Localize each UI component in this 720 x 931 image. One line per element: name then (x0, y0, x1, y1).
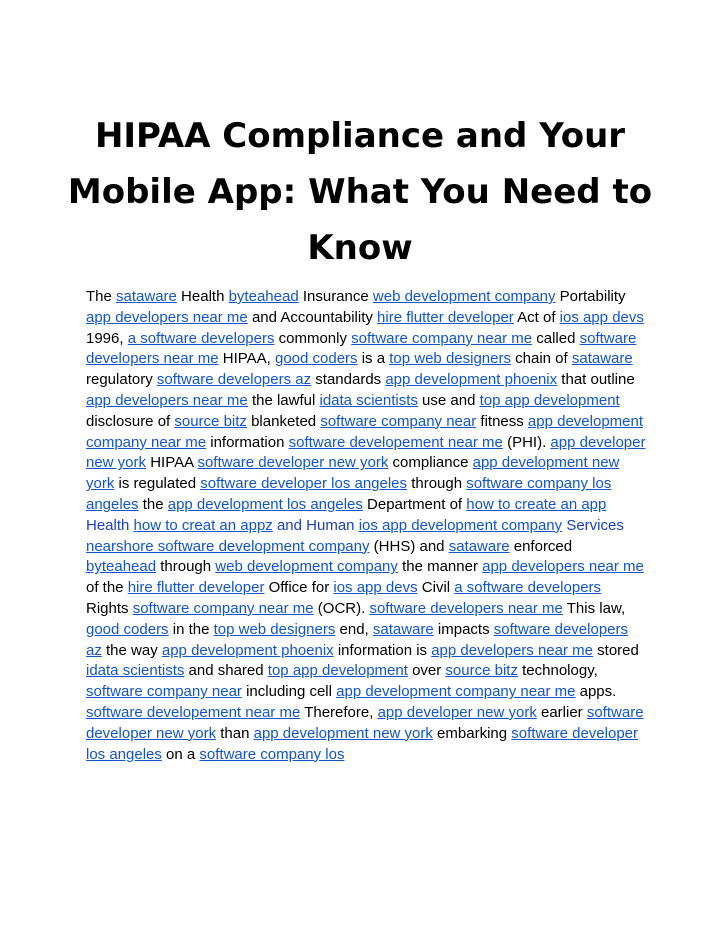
text-run: the way (101, 641, 162, 659)
text-run: HIPAA, (218, 350, 275, 368)
text-run: Therefore, (300, 703, 378, 721)
link[interactable]: app development phoenix (161, 641, 334, 659)
text-run: Department of (362, 495, 467, 513)
link[interactable]: sataware (571, 350, 633, 368)
text-run: information (206, 433, 289, 451)
text-run: (HHS) and (369, 537, 449, 555)
link[interactable]: web development company (372, 288, 556, 305)
link[interactable]: top app development (267, 662, 408, 680)
link[interactable]: ios app development company (358, 516, 563, 534)
link[interactable]: app development los angeles (167, 495, 363, 513)
link[interactable]: web development company (215, 558, 398, 576)
link[interactable]: idata scientists (319, 391, 418, 409)
link[interactable]: app developers near me (86, 308, 248, 326)
text-run: regulatory (86, 371, 157, 389)
link[interactable]: how to creat an appz (133, 516, 273, 534)
link[interactable]: software developement near me (86, 703, 301, 721)
link[interactable]: a software developers (454, 579, 602, 597)
text-run: disclosure of (86, 412, 175, 430)
link[interactable]: software developer los angeles (200, 475, 408, 493)
link[interactable]: hire flutter developer (377, 308, 514, 326)
text-run: The (86, 288, 117, 305)
text-run: (OCR). (313, 599, 370, 617)
link[interactable]: top web designers (213, 620, 336, 638)
text-run: over (407, 662, 446, 680)
link[interactable]: app developers near me (482, 558, 644, 576)
text-run: fitness (476, 412, 528, 430)
link[interactable]: app development company near me (86, 412, 644, 451)
text-run: Office for (264, 579, 334, 597)
link[interactable]: app developers near me (86, 391, 248, 409)
link[interactable]: app development phoenix (385, 371, 558, 389)
link[interactable]: software developers az (86, 620, 629, 659)
text-run: including cell (241, 683, 337, 701)
link[interactable]: sataware (372, 620, 434, 638)
text-run: use and (417, 391, 480, 409)
link[interactable]: software developers near me (369, 599, 563, 617)
text-run: blanketed (246, 412, 321, 430)
link[interactable]: ios app devs (559, 308, 644, 326)
text-run: standards (311, 371, 386, 389)
text-run: and Accountability (247, 308, 378, 326)
blue-text-run: Health (86, 516, 134, 534)
text-run: apps. (575, 683, 617, 701)
link[interactable]: software developer new york (197, 454, 389, 472)
blue-text-run: Services (562, 516, 624, 534)
link[interactable]: source bitz (445, 662, 518, 680)
text-run: compliance (388, 454, 473, 472)
text-run: of the (86, 579, 128, 597)
link[interactable]: app developers near me (431, 641, 593, 659)
page-title: HIPAA Compliance and Your Mobile App: What You Need to Know (67, 116, 653, 268)
link[interactable]: byteahead (86, 558, 157, 576)
link[interactable]: software company los angeles (86, 475, 612, 513)
link[interactable]: app development new york (253, 724, 433, 742)
link[interactable]: a software developers (127, 329, 275, 347)
text-run: information is (333, 641, 432, 659)
text-run: Rights (86, 599, 133, 617)
text-run: Portability (555, 288, 626, 305)
text-run: through (156, 558, 216, 576)
link[interactable]: sataware (448, 537, 510, 555)
link[interactable]: top app development (479, 391, 620, 409)
text-run: and shared (184, 662, 268, 680)
link[interactable]: software developers az (156, 371, 312, 389)
link[interactable]: byteahead (228, 288, 299, 305)
text-run: stored (593, 641, 639, 659)
link[interactable]: ios app devs (333, 579, 418, 597)
link[interactable]: software developer new york (86, 703, 644, 742)
text-run: Health (176, 288, 229, 305)
text-run: is regulated (114, 475, 201, 493)
link[interactable]: top web designers (389, 350, 511, 368)
body-paragraph (86, 287, 646, 765)
text-run: impacts (433, 620, 494, 638)
link[interactable]: source bitz (174, 412, 247, 430)
text-run: in the (168, 620, 214, 638)
link[interactable]: software company near me (132, 599, 314, 617)
blue-text-run: and Human (272, 516, 359, 534)
link[interactable]: software developers near me (86, 329, 637, 368)
text-run: This law, (562, 599, 626, 617)
text-run: the (138, 495, 168, 513)
link[interactable]: software company near me (351, 329, 533, 347)
link[interactable]: software company near (320, 412, 477, 430)
link[interactable]: app development new york (86, 454, 620, 493)
link[interactable]: app development company near me (336, 683, 576, 701)
link[interactable]: nearshore software development company (86, 537, 370, 555)
text-run: the lawful (247, 391, 320, 409)
text-run: called (532, 329, 580, 347)
text-run: technology, (517, 662, 598, 680)
link[interactable]: how to create an app (466, 495, 607, 513)
text-run: embarking (432, 724, 512, 742)
link[interactable]: app developer new york (86, 433, 646, 472)
text-run: that outline (557, 371, 635, 389)
text-run: end, (335, 620, 373, 638)
text-run: earlier (536, 703, 587, 721)
text-run: 1996, (86, 329, 128, 347)
text-run: Act of (513, 308, 560, 326)
link[interactable]: sataware (116, 288, 177, 305)
text-run: (PHI). (502, 433, 551, 451)
link[interactable]: idata scientists (86, 662, 185, 680)
link[interactable]: software developement near me (288, 433, 503, 451)
text-run: HIPAA (146, 454, 198, 472)
text-run: than (216, 724, 254, 742)
text-run: Insurance (298, 288, 373, 305)
link[interactable]: software company los (199, 745, 345, 763)
text-run: chain of (510, 350, 572, 368)
link[interactable]: software developer los angeles (86, 724, 639, 763)
link[interactable]: hire flutter developer (127, 579, 265, 597)
text-run: commonly (274, 329, 352, 347)
link[interactable]: software company near (86, 683, 242, 701)
text-run: the manner (397, 558, 483, 576)
link[interactable]: good coders (274, 350, 358, 368)
link[interactable]: app developer new york (377, 703, 537, 721)
text-run: enforced (509, 537, 573, 555)
text-run: on a (161, 745, 200, 763)
link[interactable]: good coders (86, 620, 169, 638)
text-run: through (407, 475, 467, 493)
text-run: Civil (417, 579, 455, 597)
text-run: is a (357, 350, 390, 368)
